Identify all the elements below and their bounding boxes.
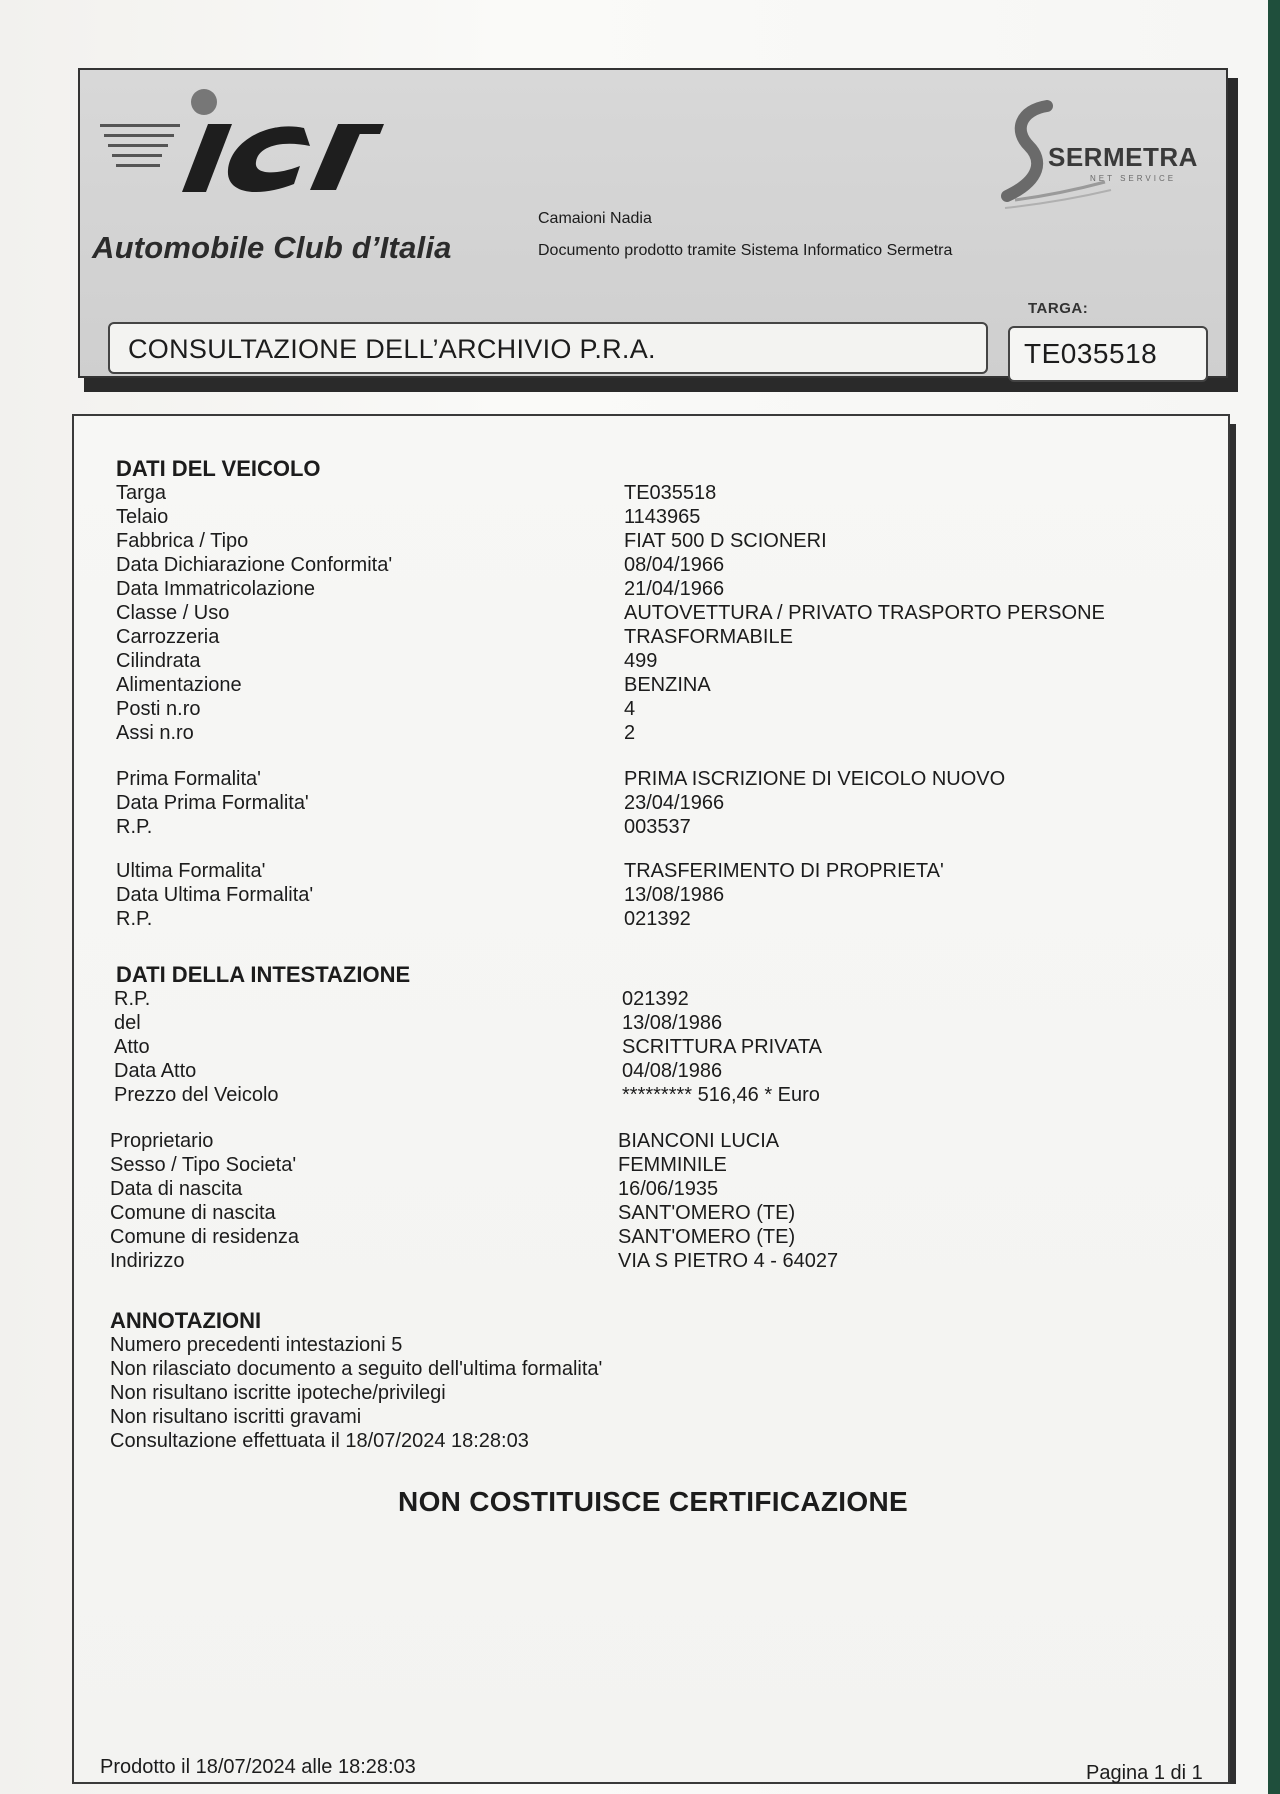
field-value: 04/08/1986 xyxy=(622,1060,723,1082)
field-label: Telaio xyxy=(116,506,169,528)
field-value: 23/04/1966 xyxy=(624,792,725,814)
field-value: VIA S PIETRO 4 - 64027 xyxy=(618,1250,839,1272)
partner-logo-text: SERMETRA xyxy=(1048,142,1198,172)
field-label: Data Prima Formalita' xyxy=(116,792,309,814)
field-value: 1143965 xyxy=(624,506,701,528)
page-number: Pagina 1 di 1 xyxy=(1086,1762,1203,1784)
field-value: BENZINA xyxy=(624,674,711,696)
page-title: CONSULTAZIONE DELL’ARCHIVIO P.R.A. xyxy=(108,322,988,374)
field-value: 21/04/1966 xyxy=(624,578,725,600)
field-label: del xyxy=(114,1012,141,1034)
document-header xyxy=(78,68,1228,378)
field-label: Sesso / Tipo Societa' xyxy=(110,1154,297,1176)
partner-logo-subtext: NET SERVICE xyxy=(1090,174,1177,183)
field-label: Indirizzo xyxy=(110,1250,185,1272)
field-value: TE035518 xyxy=(624,482,717,504)
field-label: R.P. xyxy=(114,988,151,1010)
field-value: SCRITTURA PRIVATA xyxy=(622,1036,823,1058)
field-label: Prima Formalita' xyxy=(116,768,261,790)
ownership-section-title: DATI DELLA INTESTAZIONE xyxy=(116,962,411,987)
targa-label: TARGA: xyxy=(1028,300,1089,317)
field-value: 13/08/1986 xyxy=(622,1012,723,1034)
field-label: R.P. xyxy=(116,908,153,930)
field-value: TRASFORMABILE xyxy=(624,626,793,648)
field-value: FIAT 500 D SCIONERI xyxy=(624,530,827,552)
annotation-line: Numero precedenti intestazioni 5 xyxy=(110,1334,403,1356)
field-value: 021392 xyxy=(622,988,689,1010)
field-value: 4 xyxy=(624,698,636,720)
field-label: Data Ultima Formalita' xyxy=(116,884,314,906)
system-note: Documento prodotto tramite Sistema Informatico Sermetra xyxy=(538,242,953,259)
background-edge xyxy=(1268,0,1280,1794)
field-value: 003537 xyxy=(624,816,691,838)
vehicle-section-title: DATI DEL VEICOLO xyxy=(116,456,321,481)
field-value: SANT'OMERO (TE) xyxy=(618,1202,796,1224)
field-label: Data di nascita xyxy=(110,1178,243,1200)
annotation-line: Non risultano iscritte ipoteche/privilegi xyxy=(110,1382,446,1404)
field-value: SANT'OMERO (TE) xyxy=(618,1226,796,1248)
field-label: Data Atto xyxy=(114,1060,197,1082)
targa-value: TE035518 xyxy=(1008,326,1208,382)
annotations-section-title: ANNOTAZIONI xyxy=(110,1308,262,1333)
org-name: Automobile Club d’Italia xyxy=(92,230,452,265)
aci-logo xyxy=(98,80,398,230)
field-value: PRIMA ISCRIZIONE DI VEICOLO NUOVO xyxy=(624,768,1006,790)
field-label: Cilindrata xyxy=(116,650,201,672)
field-value: 2 xyxy=(624,722,636,744)
field-value: TRASFERIMENTO DI PROPRIETA' xyxy=(624,860,944,882)
field-value: BIANCONI LUCIA xyxy=(618,1130,780,1152)
field-label: Alimentazione xyxy=(116,674,242,696)
field-value: 021392 xyxy=(624,908,691,930)
annotation-line: Consultazione effettuata il 18/07/2024 18:28:03 xyxy=(110,1430,529,1452)
field-label: Atto xyxy=(114,1036,150,1058)
field-label: Ultima Formalita' xyxy=(116,860,266,882)
annotation-line: Non rilasciato documento a seguito dell'ultima formalita' xyxy=(110,1358,603,1380)
field-value: 16/06/1935 xyxy=(618,1178,719,1200)
field-label: Assi n.ro xyxy=(116,722,194,744)
field-label: Proprietario xyxy=(110,1130,214,1152)
field-label: Fabbrica / Tipo xyxy=(116,530,249,552)
field-label: Comune di residenza xyxy=(110,1226,299,1248)
document-body xyxy=(72,414,1230,1784)
produced-timestamp: Prodotto il 18/07/2024 alle 18:28:03 xyxy=(100,1756,416,1778)
field-value: 08/04/1966 xyxy=(624,554,725,576)
field-value: ********* 516,46 * Euro xyxy=(622,1084,820,1106)
field-value: FEMMINILE xyxy=(618,1154,727,1176)
field-label: R.P. xyxy=(116,816,153,838)
field-value: AUTOVETTURA / PRIVATO TRASPORTO PERSONE xyxy=(624,602,1105,624)
field-label: Data Dichiarazione Conformita' xyxy=(116,554,393,576)
field-label: Targa xyxy=(116,482,167,504)
annotation-line: Non risultano iscritti gravami xyxy=(110,1406,362,1428)
field-label: Carrozzeria xyxy=(116,626,220,648)
field-label: Classe / Uso xyxy=(116,602,230,624)
field-value: 499 xyxy=(624,650,658,672)
field-label: Comune di nascita xyxy=(110,1202,276,1224)
field-label: Posti n.ro xyxy=(116,698,201,720)
field-label: Prezzo del Veicolo xyxy=(114,1084,279,1106)
field-label: Data Immatricolazione xyxy=(116,578,315,600)
field-value: 13/08/1986 xyxy=(624,884,725,906)
operator-name: Camaioni Nadia xyxy=(538,210,652,227)
certification-notice: NON COSTITUISCE CERTIFICAZIONE xyxy=(398,1486,908,1517)
